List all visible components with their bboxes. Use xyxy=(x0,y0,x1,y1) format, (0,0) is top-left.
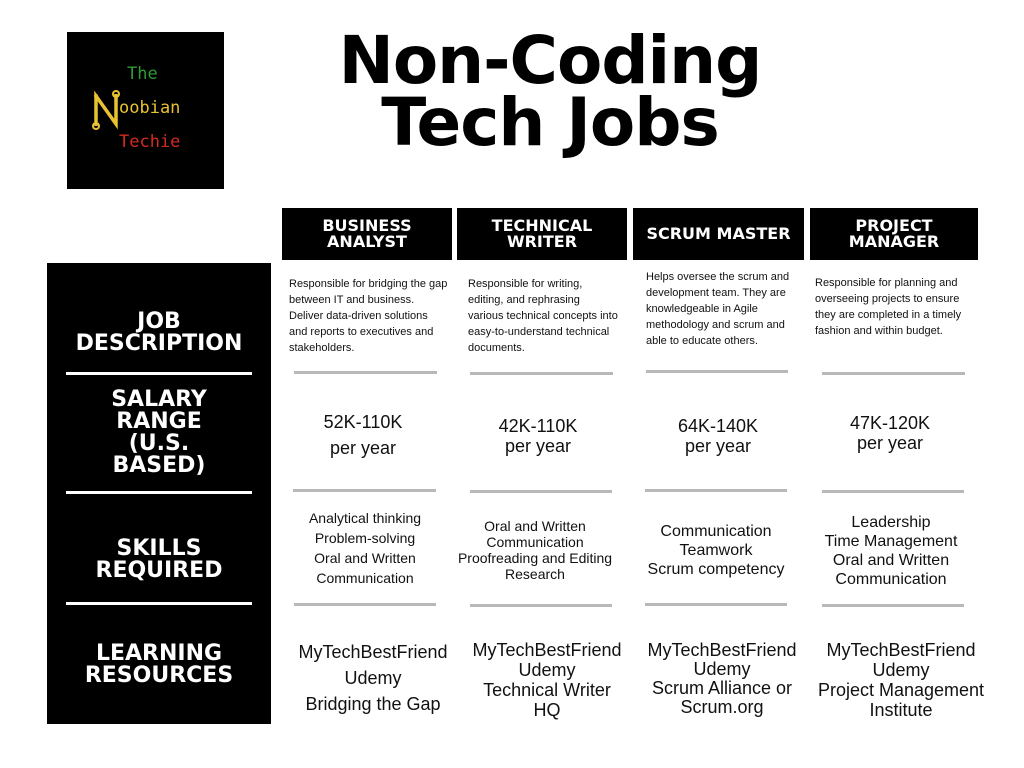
cell-divider xyxy=(822,372,965,375)
resources-business-analyst: MyTechBestFriend Udemy Bridging the Gap xyxy=(298,642,448,714)
logo-text-oobian: oobian xyxy=(119,98,181,118)
cell-divider xyxy=(646,370,788,373)
row-divider xyxy=(66,491,252,494)
title-line-2: Tech Jobs xyxy=(381,84,719,161)
resources-project-manager: MyTechBestFriend Udemy Project Management Institute xyxy=(817,640,985,720)
resources-technical-writer: MyTechBestFriend Udemy Technical Writer HQ xyxy=(472,640,622,720)
logo xyxy=(67,32,224,189)
row-label-job-description: JOB DESCRIPTION xyxy=(75,309,243,356)
logo-text-the: The xyxy=(127,64,158,84)
salary-project-manager: 47K-120K per year xyxy=(849,413,931,453)
skills-scrum-master: Communication Teamwork Scrum competency xyxy=(647,523,785,578)
row-label-skills-required: SKILLS REQUIRED xyxy=(95,536,223,583)
job-description-technical-writer: Responsible for writing, editing, and rephrasing various technical concepts into easy-to-understand technical documents. xyxy=(468,278,618,354)
job-description-business-analyst: Responsible for bridging the gap between IT and business. Deliver data-driven solutions and reports to executives and stakeholders. xyxy=(289,278,448,354)
cell-divider xyxy=(645,603,787,606)
cell-divider xyxy=(294,603,436,606)
title-line-1: Non-Coding xyxy=(338,22,762,99)
skills-technical-writer: Oral and Written Communication Proofreading and Editing Research xyxy=(457,518,613,582)
logo-n-circuit-icon xyxy=(91,90,121,130)
cell-divider xyxy=(294,371,437,374)
cell-divider xyxy=(470,372,613,375)
row-divider xyxy=(66,602,252,605)
logo-text-techie: Techie xyxy=(119,132,181,152)
job-description-project-manager: Responsible for planning and overseeing projects to ensure they are completed in a timely fashion and within budget. xyxy=(815,277,962,337)
page-title xyxy=(300,22,800,161)
job-description-scrum-master: Helps oversee the scrum and development team. They are knowledgeable in Agile methodology and scrum and able to educate others. xyxy=(646,271,790,347)
column-header-business-analyst: BUSINESS ANALYST xyxy=(282,208,452,260)
cell-divider xyxy=(470,490,612,493)
cell-divider xyxy=(470,604,612,607)
resources-scrum-master: MyTechBestFriend Udemy Scrum Alliance or Scrum.org xyxy=(647,640,797,717)
skills-project-manager: Leadership Time Management Oral and Written Communication xyxy=(824,514,958,588)
cell-divider xyxy=(645,489,787,492)
column-header-technical-writer: TECHNICAL WRITER xyxy=(457,208,627,260)
column-header-project-manager: PROJECT MANAGER xyxy=(810,208,978,260)
salary-business-analyst: 52K-110K per year xyxy=(323,412,403,458)
row-label-learning-resources: LEARNING RESOURCES xyxy=(84,641,234,688)
column-header-scrum-master: SCRUM MASTER xyxy=(633,208,804,260)
skills-business-analyst: Analytical thinking Problem-solving Oral and Written Communication xyxy=(308,510,422,586)
salary-scrum-master: 64K-140K per year xyxy=(677,416,759,456)
row-label-salary-range: SALARY RANGE (U.S. BASED) xyxy=(111,387,207,478)
cell-divider xyxy=(293,489,436,492)
salary-technical-writer: 42K-110K per year xyxy=(498,416,578,456)
cell-divider xyxy=(822,604,964,607)
cell-divider xyxy=(822,490,964,493)
row-divider xyxy=(66,372,252,375)
